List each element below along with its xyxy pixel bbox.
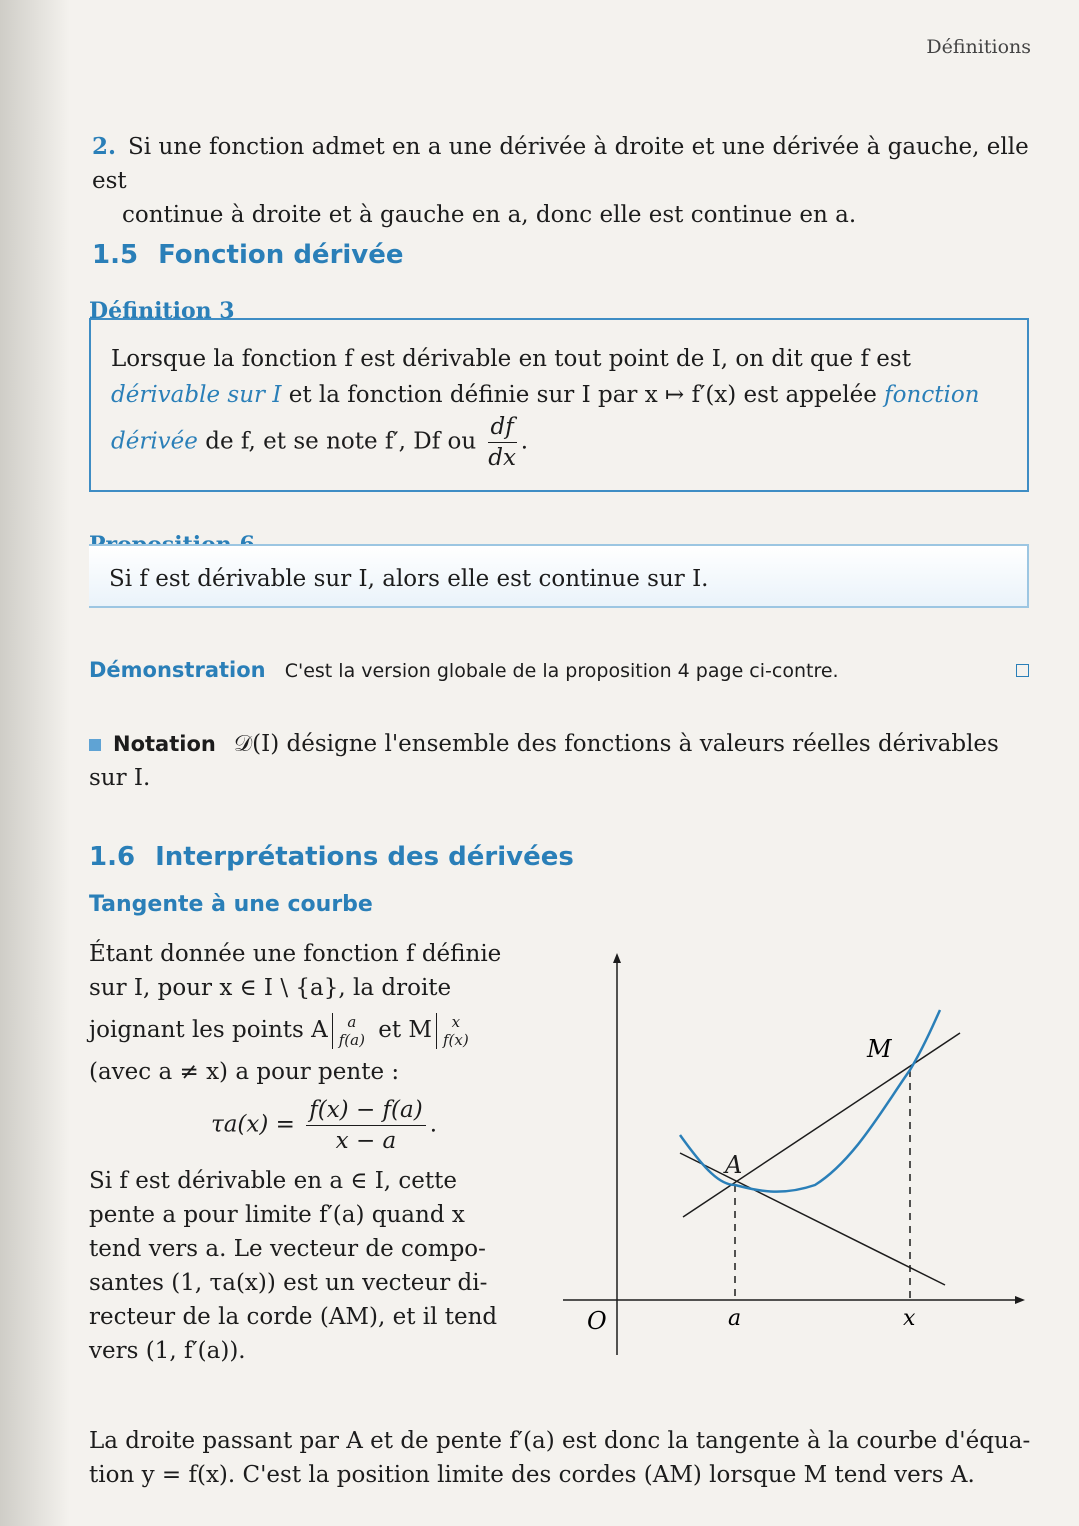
fraction-numerator: df [488,412,517,443]
point-A-coords [332,1013,365,1049]
body-column [89,937,539,1368]
definition-term-3: dérivée [111,428,198,455]
proposition-text: Si f est dérivable sur I, alors elle est continue sur I. [109,566,709,592]
body-line: La droite passant par A et de pente f′(a) est donc la tangente à la courbe d'équa- [89,1428,1031,1454]
section-title: Interprétations des dérivées [155,842,574,872]
notation-line-1: 𝒟(I) désigne l'ensemble des fonctions à valeurs réelles dérivables [233,731,999,757]
formula-lhs: τa(x) = [210,1111,295,1138]
point-label-M: M [867,1035,892,1063]
definition-box [89,318,1029,492]
slope-formula [89,1095,539,1156]
definition-term: dérivable sur I [111,382,282,408]
coord-top: x [451,1013,461,1031]
coord-bottom: f(a) [338,1031,365,1049]
page-gutter-shadow [0,0,70,1526]
formula-fraction [306,1095,426,1156]
body-line: tend vers a. Le vecteur de compo- [89,1236,486,1262]
coord-bottom: f(x) [442,1031,469,1049]
section-heading-1-6 [89,842,574,872]
df-dx-fraction [488,412,517,473]
definition-title: Définition 3 [89,298,243,324]
tangent-line [680,1153,945,1285]
origin-label: O [587,1307,607,1335]
body-line: santes (1, τa(x)) est un vecteur di- [89,1270,488,1296]
square-bullet-icon [89,739,101,751]
chord-AM [683,1033,960,1217]
body-line: tion y = f(x). C'est la position limite des cordes (AM) lorsque M tend vers A. [89,1462,975,1488]
body-line: pente a pour limite f′(a) quand x [89,1202,465,1228]
subsection-title: Tangente à une courbe [89,892,373,917]
formula-end: . [429,1111,438,1138]
notation-label: Notation [113,732,216,756]
body-line: sur I, pour x ∈ I \ {a}, la droite [89,975,452,1001]
point-M-coords [436,1013,469,1049]
formula-denominator: x − a [335,1128,397,1154]
body-line: Étant donnée une fonction f définie [89,941,502,967]
definition-term-2: fonction [884,382,980,408]
section-number: 1.5 [92,240,139,270]
body-line: (avec a ≠ x) a pour pente : [89,1059,400,1085]
body-line: et M [378,1017,432,1043]
notation [89,727,1034,795]
body-line: Si f est dérivable en a ∈ I, cette [89,1168,457,1194]
section-title: Fonction dérivée [158,240,404,270]
body-line: recteur de la corde (AM), et il tend [89,1304,498,1330]
definition-line-3: de f, et se note f′, Df ou [205,428,477,455]
demonstration [89,658,1029,688]
tick-label-x: x [903,1306,916,1331]
item-number: 2. [92,133,117,160]
demonstration-label: Démonstration [89,658,266,682]
proposition-box [89,544,1029,608]
tangent-figure [555,945,1035,1365]
item-2-line-2: continue à droite et à gauche en a, donc elle est continue en a. [122,202,857,228]
conclusion [89,1424,1034,1492]
item-2-line-1: Si une fonction admet en a une dérivée à droite et une dérivée à gauche, elle est [92,134,1029,194]
definition-line-1: Lorsque la fonction f est dérivable en tout point de I, on dit que f est [111,346,911,372]
section-heading-1-5 [92,240,404,270]
body-line: joignant les points A [89,1017,328,1043]
definition-line-2: et la fonction définie sur I par x ↦ f′(x) est appelée [288,382,877,408]
points-line [89,1005,539,1055]
tick-label-a: a [728,1306,742,1331]
demonstration-text: C'est la version globale de la proposition 4 page ci-contre. [284,660,839,682]
formula-numerator: f(x) − f(a) [306,1095,426,1126]
item-2 [92,130,1032,232]
coord-top: a [347,1013,357,1031]
definition-end-dot: . [520,428,529,455]
function-curve [680,1010,940,1192]
x-axis-arrow-icon [1015,1296,1025,1304]
body-line: vers (1, f′(a)). [89,1338,246,1364]
qed-square-icon [1016,664,1029,677]
point-label-A: A [725,1151,743,1179]
fraction-denominator: dx [488,445,516,471]
y-axis-arrow-icon [613,953,621,963]
section-number: 1.6 [89,842,136,872]
notation-line-2: sur I. [89,765,151,791]
running-header: Définitions [926,36,1031,58]
